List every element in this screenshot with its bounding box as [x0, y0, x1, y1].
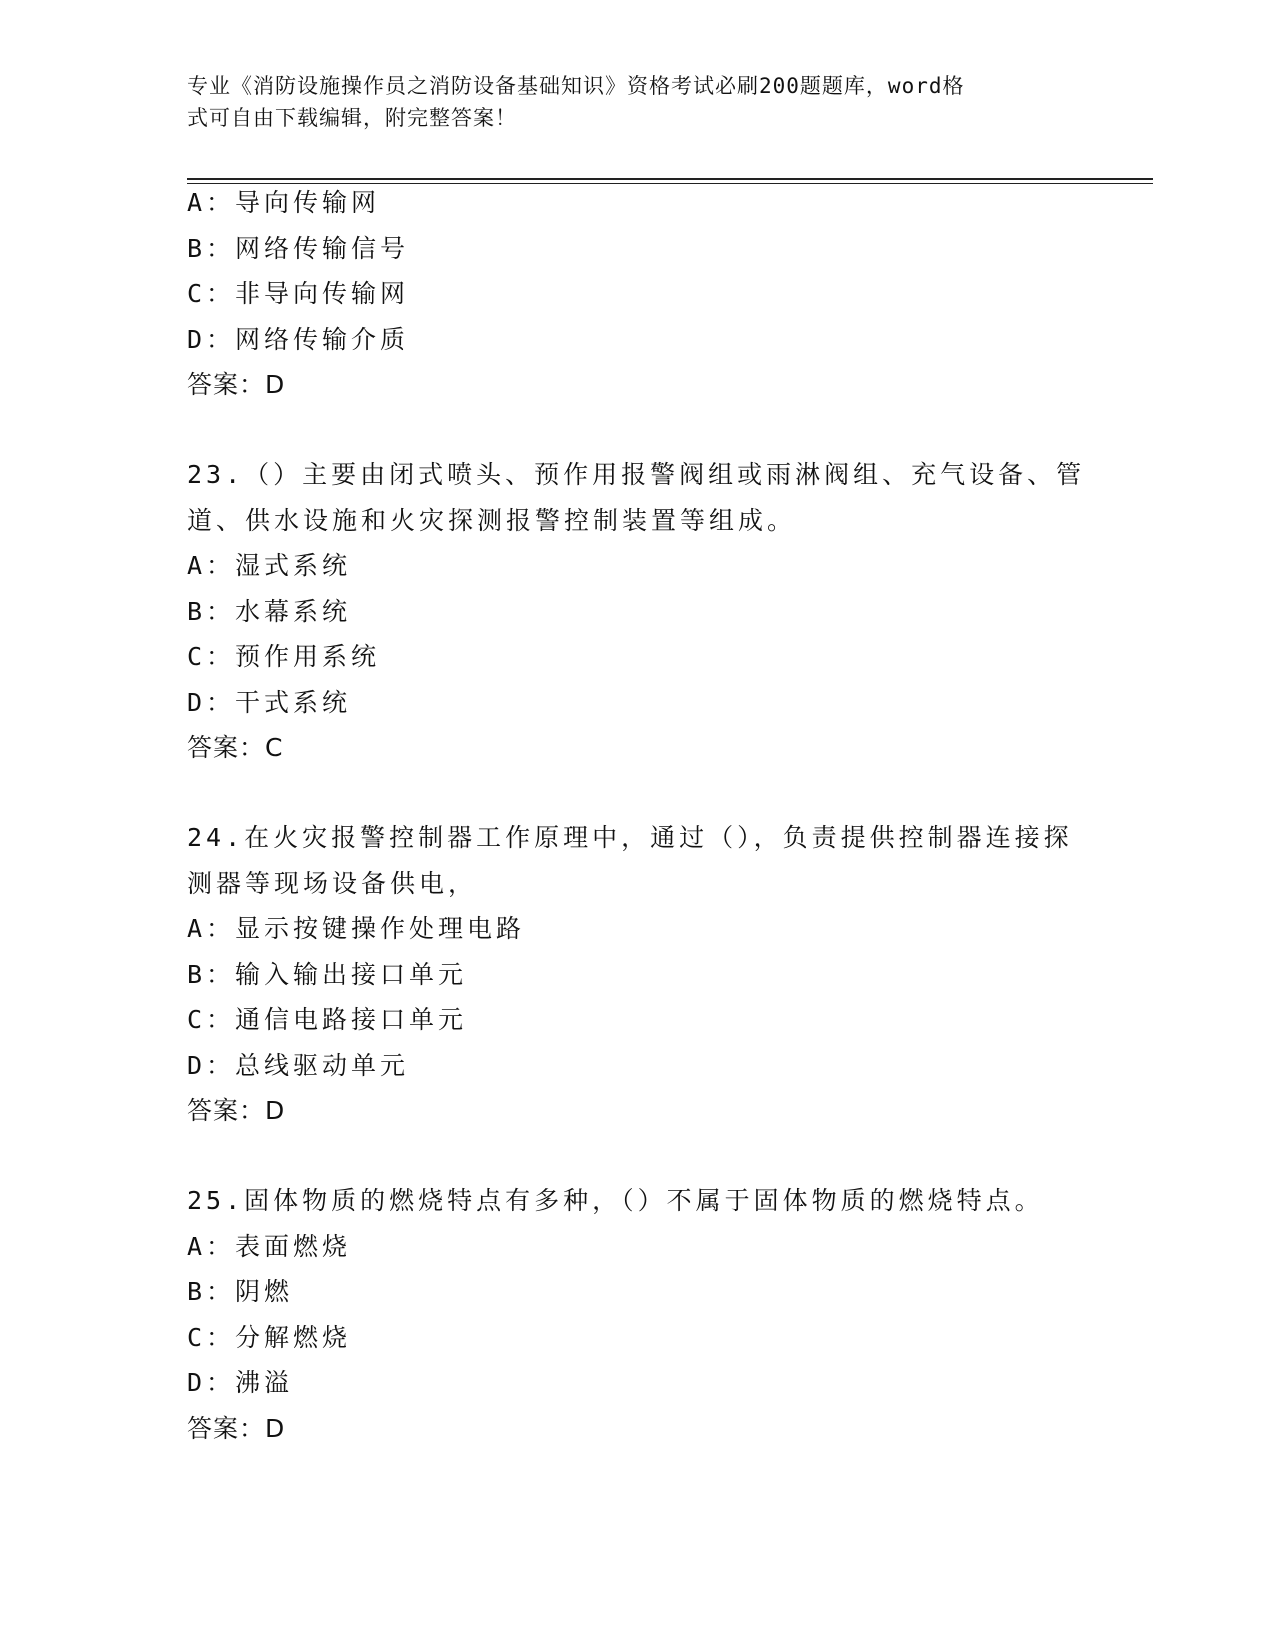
option-d: D：沸溢 — [187, 1368, 294, 1397]
option-b: B：输入输出接口单元 — [187, 959, 468, 989]
option-c: C：通信电路接口单元 — [187, 1005, 468, 1034]
question-stem-line1: 23.（）主要由闭式喷头、预作用报警阀组或雨淋阀组、充气设备、管 — [187, 460, 1086, 489]
option-d: D：总线驱动单元 — [187, 1050, 410, 1080]
question-stem-line2: 道、供水设施和火灾探测报警控制装置等组成。 — [187, 505, 797, 535]
option-d: D：干式系统 — [187, 687, 352, 717]
header-title-line2: 式可自由下载编辑，附完整答案！ — [187, 106, 517, 130]
option-a: A：湿式系统 — [187, 551, 352, 580]
answer: 答案：D — [187, 1096, 286, 1125]
question-24 — [187, 815, 1073, 1134]
question-22 — [187, 180, 1067, 408]
option-c: C：预作用系统 — [187, 642, 381, 671]
option-d: D：网络传输介质 — [187, 324, 410, 354]
question-25 — [187, 1178, 1067, 1451]
option-a: A：导向传输网 — [187, 188, 381, 217]
answer: 答案：C — [187, 733, 284, 762]
option-b: B：网络传输信号 — [187, 233, 410, 263]
answer: 答案：D — [187, 370, 286, 399]
option-c: C：分解燃烧 — [187, 1322, 352, 1352]
option-a: A：显示按键操作处理电路 — [187, 914, 526, 943]
answer: 答案：D — [187, 1413, 286, 1443]
option-a: A：表面燃烧 — [187, 1231, 352, 1261]
option-c: C：非导向传输网 — [187, 279, 410, 308]
header-title-line1: 专业《消防设施操作员之消防设备基础知识》资格考试必刷200题题库，word格 — [187, 74, 965, 98]
question-stem-line2: 测器等现场设备供电， — [187, 868, 478, 898]
question-stem-line1: 24.在火灾报警控制器工作原理中，通过（），负责提供控制器连接探 — [187, 823, 1073, 852]
question-stem-line1: 25.固体物质的燃烧特点有多种，（）不属于固体物质的燃烧特点。 — [187, 1186, 1044, 1215]
option-b: B：水幕系统 — [187, 596, 352, 626]
option-b: B：阴燃 — [187, 1277, 294, 1306]
question-23 — [187, 452, 1086, 771]
document-header — [187, 70, 1087, 134]
